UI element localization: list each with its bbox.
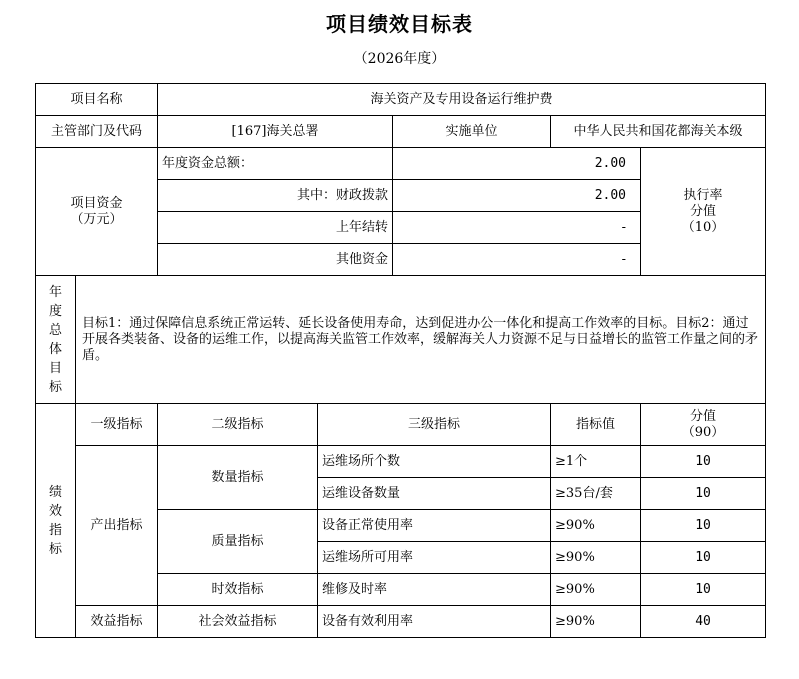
other-funds-label: 其他资金 [158,244,393,276]
fiscal-allocation-value: 2.00 [393,180,641,212]
level3-cell: 运维场所可用率 [318,542,551,574]
indicators-label: 绩效指标 [36,404,76,638]
other-funds-value: - [393,244,641,276]
annual-goals-row [36,276,766,404]
indicator-value: ≥90% [551,542,641,574]
header-score [641,404,766,446]
indicator-score: 10 [641,446,766,478]
implementing-unit-label: 实施单位 [393,116,551,148]
implementing-unit-value: 中华人民共和国花都海关本级 [551,116,766,148]
page-subtitle: （2026年度） [353,51,446,67]
table-row [36,446,766,478]
annual-total-label: 年度资金总额： [158,148,393,180]
execution-rate-line2: 分值 [690,203,717,219]
indicator-score: 10 [641,510,766,542]
funds-total-row [36,148,766,180]
page-title: 项目绩效目标表 [326,12,473,36]
project-name-value: 海关资产及专用设备运行维护费 [158,84,766,116]
execution-rate-line1: 执行率 [683,187,723,203]
fiscal-allocation-label: 其中：财政拨款 [158,180,393,212]
level2-quality: 质量指标 [158,510,318,574]
department-label: 主管部门及代码 [36,116,158,148]
annual-total-value: 2.00 [393,148,641,180]
lastyear-carryover-label: 上年结转 [158,212,393,244]
execution-rate-line3: （10） [681,219,725,235]
level2-social-benefit: 社会效益指标 [158,606,318,638]
department-value: [167]海关总署 [158,116,393,148]
header-score-line2: （90） [681,424,725,440]
table-row [36,606,766,638]
department-row [36,116,766,148]
header-score-line1: 分值 [690,408,717,424]
project-name-label: 项目名称 [36,84,158,116]
annual-goals-label: 年度总体目标 [36,276,76,404]
lastyear-carryover-value: - [393,212,641,244]
header-level1: 一级指标 [76,404,158,446]
level2-quantity: 数量指标 [158,446,318,510]
level3-cell: 设备正常使用率 [318,510,551,542]
indicator-score: 10 [641,478,766,510]
indicator-value: ≥90% [551,606,641,638]
level1-output: 产出指标 [76,446,158,606]
level3-cell: 设备有效利用率 [318,606,551,638]
indicator-score: 10 [641,542,766,574]
level1-benefit: 效益指标 [76,606,158,638]
level3-cell: 运维设备数量 [318,478,551,510]
level2-timeliness: 时效指标 [158,574,318,606]
indicator-score: 10 [641,574,766,606]
indicators-header-row [36,404,766,446]
level3-cell: 维修及时率 [318,574,551,606]
execution-rate-score [641,148,766,276]
indicator-value: ≥1个 [551,446,641,478]
level3-cell: 运维场所个数 [318,446,551,478]
indicator-value: ≥35台/套 [551,478,641,510]
funds-label [36,148,158,276]
annual-goals-text: 目标1：通过保障信息系统正常运转、延长设备使用寿命，达到促进办公一体化和提高工作效率的目标。目标2：通过开展各类装备、设备的运维工作，以提高海关监管工作效率，缓解海关人力资源不足与日益增长的监管工作量之间的矛盾。 [76,276,766,404]
indicator-value: ≥90% [551,574,641,606]
indicator-score: 40 [641,606,766,638]
header-level3: 三级指标 [318,404,551,446]
project-name-row [36,84,766,116]
indicator-value: ≥90% [551,510,641,542]
funds-label-line2: （万元） [70,211,123,227]
header-level2: 二级指标 [158,404,318,446]
performance-table [35,83,766,638]
funds-label-line1: 项目资金 [70,195,123,211]
header-value: 指标值 [551,404,641,446]
